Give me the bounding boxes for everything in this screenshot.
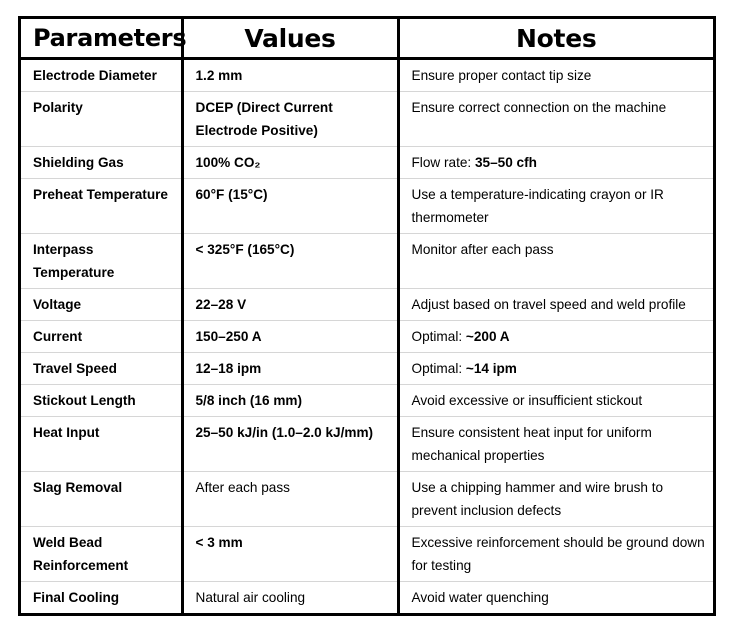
table-row: [21, 179, 713, 234]
parameter-cell: Electrode Diameter: [21, 59, 182, 92]
note-prefix: Flow rate:: [411, 155, 475, 170]
table-row: [21, 59, 713, 92]
parameters-table-container: [18, 16, 716, 616]
note-emphasis: ~14 ipm: [465, 361, 517, 376]
parameter-cell: Polarity: [21, 92, 182, 147]
note-cell: Use a chipping hammer and wire brush to prevent inclusion defects: [398, 472, 713, 527]
table-row: [21, 234, 713, 289]
note-prefix: Optimal:: [411, 361, 466, 376]
table-row: [21, 527, 713, 582]
value-cell: < 325°F (165°C): [182, 234, 398, 289]
value-cell: DCEP (Direct Current Electrode Positive): [182, 92, 398, 147]
parameter-cell: Shielding Gas: [21, 147, 182, 179]
note-cell: [398, 147, 713, 179]
value-cell: 5/8 inch (16 mm): [182, 385, 398, 417]
value-cell: 1.2 mm: [182, 59, 398, 92]
parameter-cell: Heat Input: [21, 417, 182, 472]
table-row: [21, 472, 713, 527]
note-cell: Use a temperature-indicating crayon or IR thermometer: [398, 179, 713, 234]
value-cell: 22–28 V: [182, 289, 398, 321]
note-cell: [398, 321, 713, 353]
value-cell: 100% CO₂: [182, 147, 398, 179]
header-row: [21, 19, 713, 59]
header-values: Values: [182, 19, 398, 59]
parameter-cell: Preheat Temperature: [21, 179, 182, 234]
parameter-cell: Current: [21, 321, 182, 353]
value-cell: Natural air cooling: [182, 582, 398, 614]
value-cell: 25–50 kJ/in (1.0–2.0 kJ/mm): [182, 417, 398, 472]
parameter-cell: Voltage: [21, 289, 182, 321]
parameter-cell: Weld Bead Reinforcement: [21, 527, 182, 582]
parameter-cell: Travel Speed: [21, 353, 182, 385]
parameter-cell: Final Cooling: [33, 590, 120, 605]
value-cell: 60°F (15°C): [182, 179, 398, 234]
table-row: [21, 353, 713, 385]
note-emphasis: 35–50 cfh: [474, 155, 537, 170]
note-cell: [398, 353, 713, 385]
note-prefix: Optimal:: [411, 329, 466, 344]
table-row: [21, 385, 713, 417]
note-cell: Ensure correct connection on the machine: [398, 92, 713, 147]
value-cell: < 3 mm: [182, 527, 398, 582]
parameter-cell: Stickout Length: [21, 385, 182, 417]
value-cell: 150–250 A: [182, 321, 398, 353]
note-cell: Avoid excessive or insufficient stickout: [398, 385, 713, 417]
parameter-cell: Slag Removal: [21, 472, 182, 527]
table-row: [21, 289, 713, 321]
table-row: [21, 147, 713, 179]
header-parameters: Parameters: [21, 19, 182, 59]
parameter-cell: Interpass Temperature: [21, 234, 182, 289]
note-cell: Adjust based on travel speed and weld profile: [398, 289, 713, 321]
table-row: [21, 321, 713, 353]
note-cell: Avoid water quenching: [398, 582, 713, 614]
welding-parameters-table: [21, 19, 713, 613]
note-cell: Ensure proper contact tip size: [398, 59, 713, 92]
table-row: [21, 92, 713, 147]
table-row: [21, 582, 713, 614]
header-notes: Notes: [398, 19, 713, 59]
value-cell: 12–18 ipm: [182, 353, 398, 385]
note-cell: Monitor after each pass: [398, 234, 713, 289]
value-cell: After each pass: [182, 472, 398, 527]
table-row: [21, 417, 713, 472]
note-cell: Ensure consistent heat input for uniform mechanical properties: [398, 417, 713, 472]
note-cell: Excessive reinforcement should be ground down for testing: [398, 527, 713, 582]
note-emphasis: ~200 A: [465, 329, 510, 344]
